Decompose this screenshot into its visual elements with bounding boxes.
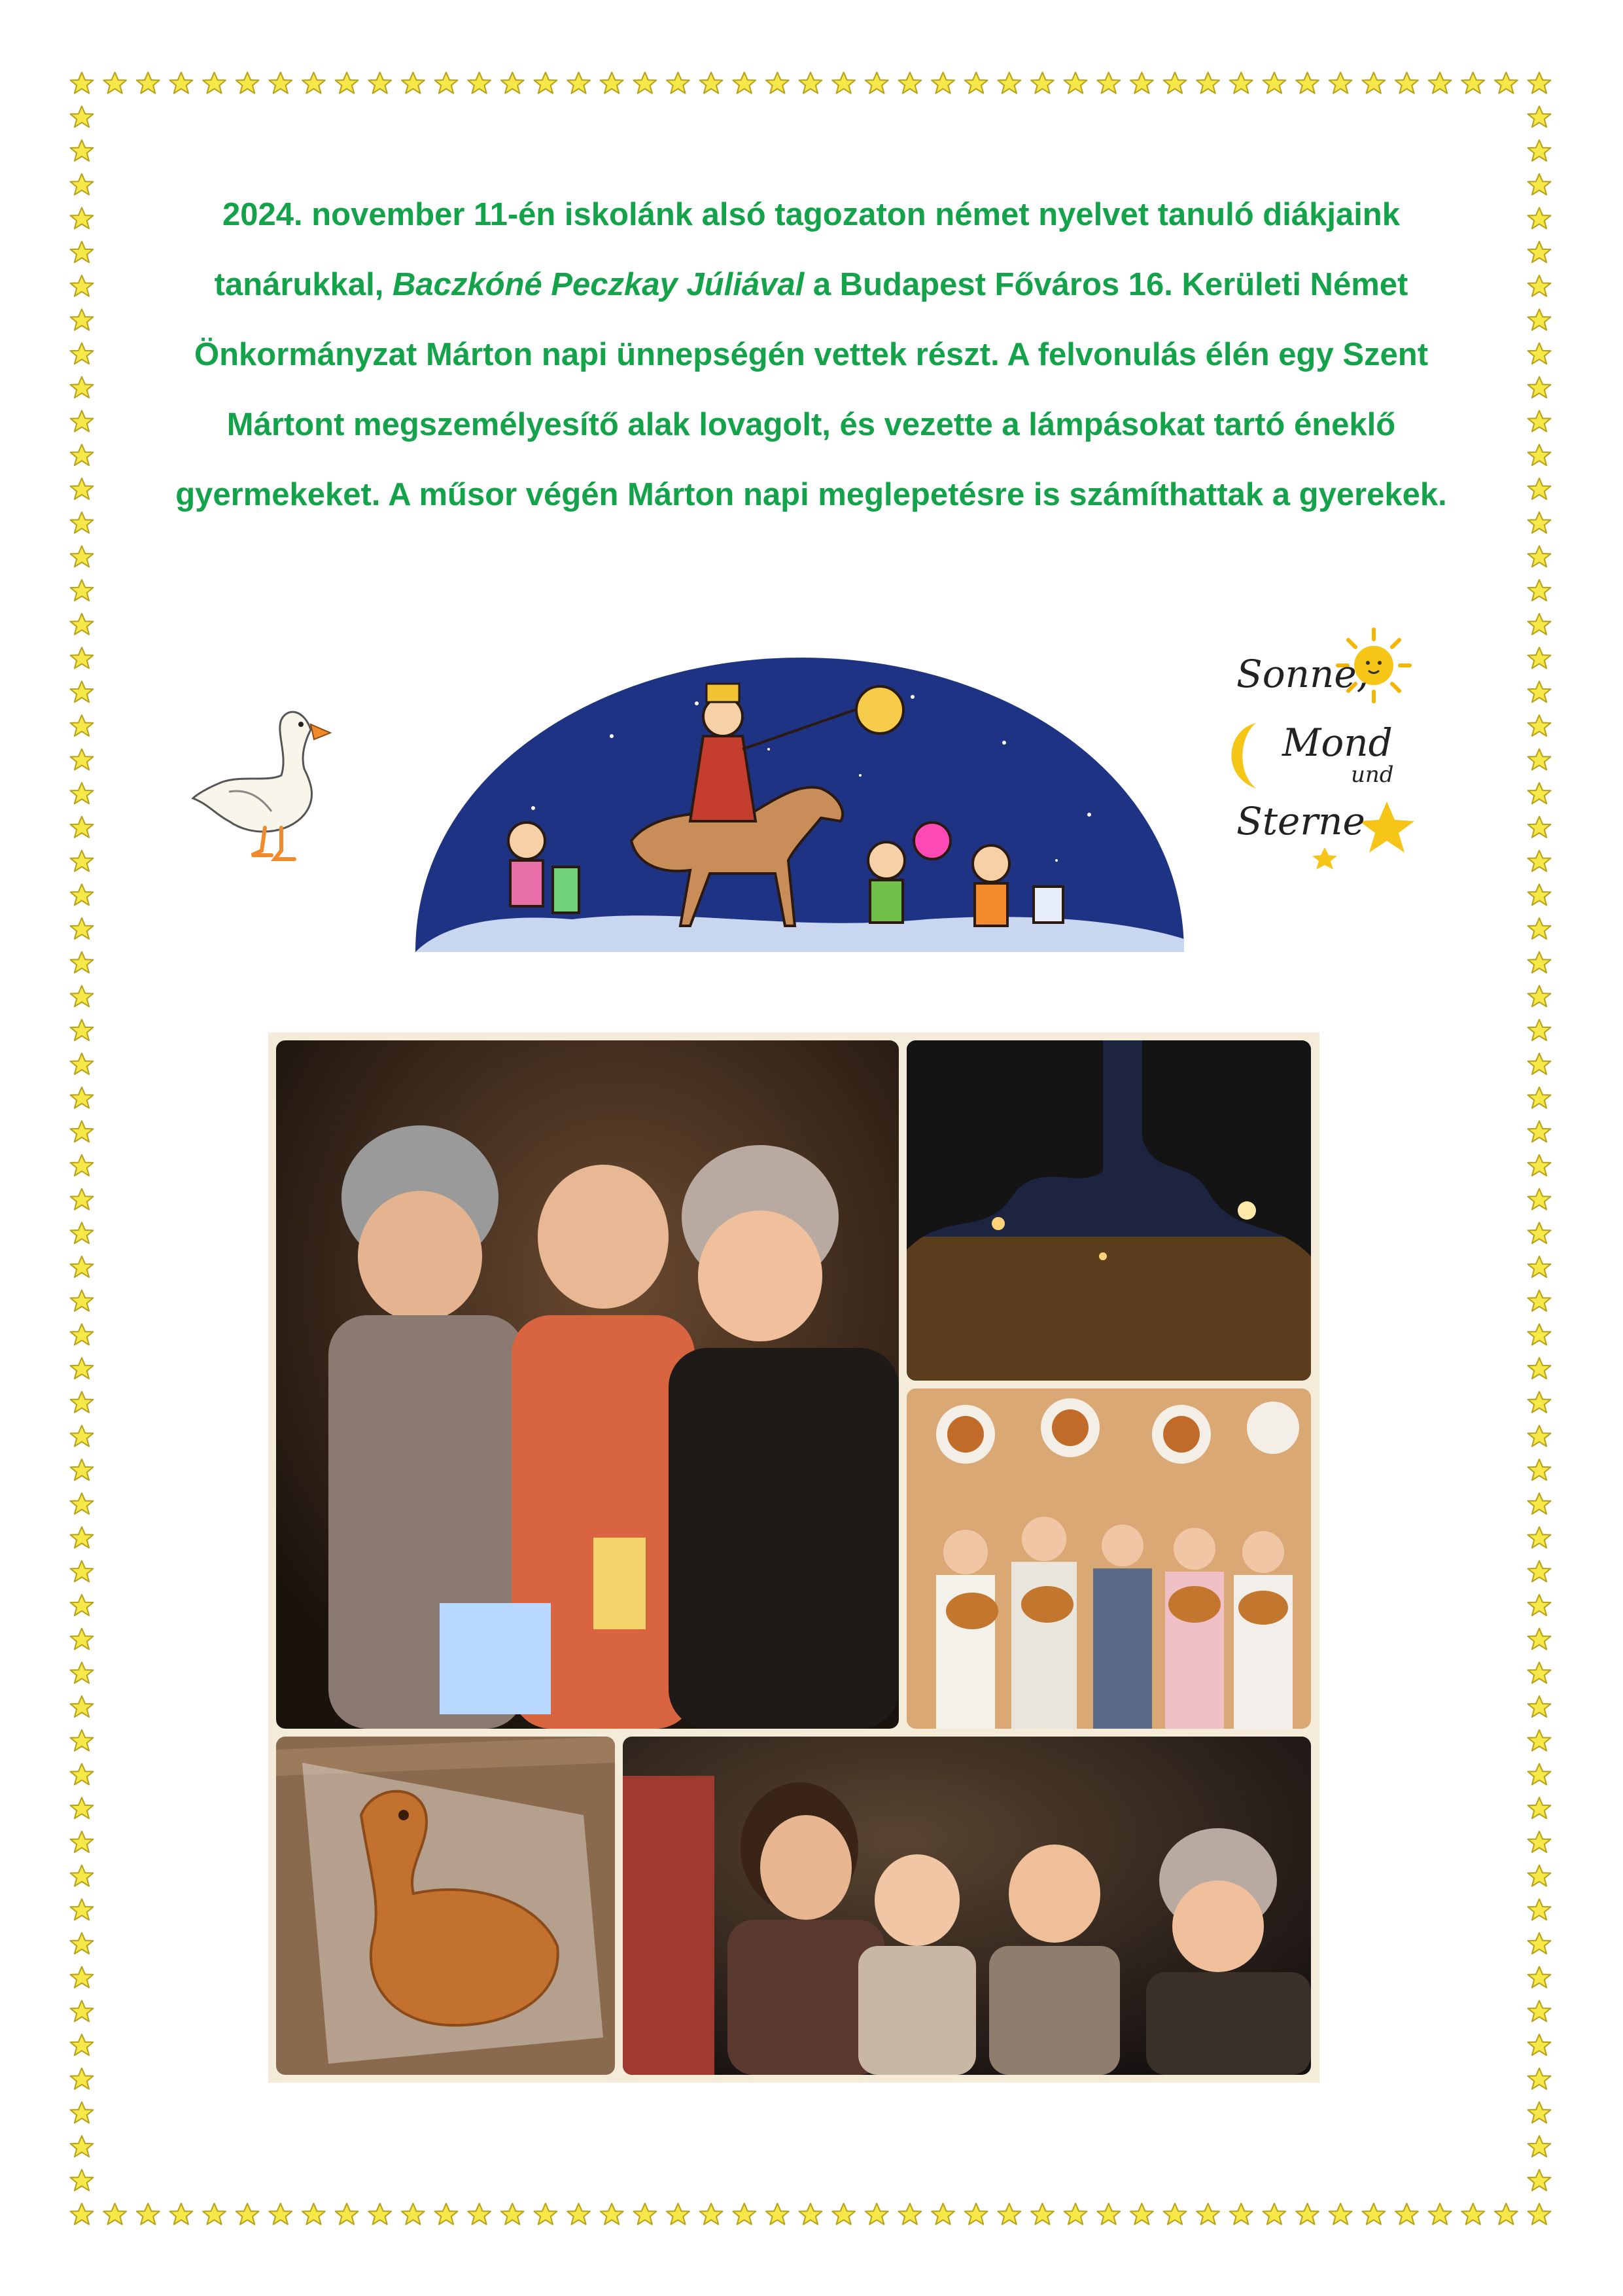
star-icon [71,1696,94,1717]
star-icon [71,106,94,127]
star-icon [71,817,94,838]
star-icon [336,73,358,94]
star-icon [1296,2204,1319,2225]
star-icon [1528,343,1551,364]
star-icon [71,275,94,296]
star-icon [1528,275,1551,296]
star-icon [71,444,94,465]
star-icon [898,2204,921,2225]
star-icon [71,2034,94,2055]
star-icon [71,377,94,398]
star-icon [1528,1189,1551,1210]
star-icon [998,73,1021,94]
star-icon [1031,2204,1054,2225]
star-icon [468,73,491,94]
star-icon [567,73,590,94]
star-icon [71,1865,94,1886]
star-icon [71,1797,94,1818]
star-icon [71,546,94,567]
logo-word-sterne: Sterne [1236,799,1365,843]
photo-collage [268,1033,1319,2083]
star-icon [269,2204,292,2225]
star-icon [71,1426,94,1447]
star-icon [435,73,458,94]
star-icon [1528,783,1551,804]
star-icon [1528,546,1551,567]
star-icon [71,2102,94,2123]
star-icon [1528,1324,1551,1345]
star-icon [534,2204,557,2225]
star-icon [965,73,988,94]
star-icon [71,174,94,195]
star-icon [1528,884,1551,905]
star-icon [1528,1764,1551,1785]
star-icon [1528,985,1551,1006]
star-icon [1528,2000,1551,2021]
star-icon [1528,478,1551,499]
paragraph-rest: a Budapest Főváros 16. Kerületi Német Önkormányzat Márton napi ünnepségén vettek részt. A felvonulás élén egy Szent Mártont megszemélyesítő alak lovagolt, és vezette a lámpásokat tartó éneklő gyermekeket. A műsor végén Márton napi meglepetésre is számíthattak a gyerekek. [175,267,1447,512]
moon-icon [1231,723,1256,788]
star-icon [302,73,325,94]
star-icon [71,140,94,161]
star-icon [1528,1629,1551,1650]
star-icon [71,1493,94,1514]
star-icon [1495,2204,1518,2225]
star-icon [1528,106,1551,127]
star-icon [700,73,723,94]
star-icon [203,73,226,94]
star-icon [1528,715,1551,736]
logo-word-mond: Mond [1282,720,1393,765]
photo-park-at-night [907,1040,1311,1381]
star-icon [71,715,94,736]
star-icon [932,2204,954,2225]
star-icon [1362,73,1385,94]
star-icon [633,73,656,94]
photo-teacher-with-children [623,1737,1311,2075]
star-icon [1528,1865,1551,1886]
photo-goose-pastry [276,1737,615,2075]
star-icon [103,73,126,94]
star-icon [733,73,756,94]
star-icon [1528,1561,1551,1581]
star-icon [1329,2204,1352,2225]
star-icon [71,2204,94,2225]
star-icon [1528,749,1551,770]
star-icon [71,918,94,939]
star-icon [1528,614,1551,635]
star-icon [1528,1426,1551,1447]
star-icon [71,1358,94,1379]
star-icon [1528,73,1551,94]
star-icon [501,73,524,94]
star-icon [1097,73,1120,94]
star-icon [1528,1696,1551,1717]
star-icon [71,1595,94,1616]
star-icon [71,1561,94,1581]
star-icon [71,2000,94,2021]
star-icon [1528,377,1551,398]
star-icon [71,1933,94,1954]
star-icon [1528,1527,1551,1548]
star-icon [1528,1595,1551,1616]
star-icon [1196,2204,1219,2225]
star-icon [1528,1087,1551,1108]
star-icon [1528,1493,1551,1514]
star-icon [766,2204,789,2225]
star-icon [932,73,954,94]
star-icon [1528,512,1551,533]
star-icon [1528,2068,1551,2089]
star-icon [1362,2204,1385,2225]
star-icon [71,2136,94,2157]
star-icon [1528,1662,1551,1683]
star-icon [998,2204,1021,2225]
star-icon [1528,309,1551,330]
star-icon [898,73,921,94]
star-icon [1528,207,1551,228]
star-icon [71,1087,94,1108]
star-icon [1528,1831,1551,1852]
star-icon [71,241,94,262]
star-icon [1528,174,1551,195]
star-icon [1196,73,1219,94]
star-icon [1528,918,1551,939]
star-icon [71,1662,94,1683]
star-icon [71,985,94,1006]
star-icon [71,884,94,905]
star-icon [236,73,259,94]
star-icon [71,1121,94,1142]
star-icon [1329,73,1352,94]
saint-martin-procession-icon [402,645,1197,975]
star-icon [468,2204,491,2225]
star-icon [1528,1155,1551,1176]
star-icon [601,2204,623,2225]
star-icon [1528,1290,1551,1311]
star-icon [733,2204,756,2225]
star-icon [402,2204,425,2225]
star-icon [1528,952,1551,973]
star-icon [1230,73,1253,94]
star-icon [137,2204,160,2225]
star-icon [302,2204,325,2225]
star-icon [71,207,94,228]
star-icon [169,2204,192,2225]
star-icon [1528,681,1551,702]
star-icon [865,2204,888,2225]
star-icon [1164,73,1187,94]
star-icon [1528,1019,1551,1040]
star-icon [71,580,94,601]
star-icon [71,1629,94,1650]
star-icon [71,1256,94,1277]
star-icon [71,309,94,330]
paragraph-lead: 2024. november 11-én iskolánk alsó tagozaton német nyelvet tanuló diákjaink tanárukkal, [214,197,1400,302]
star-icon [71,1967,94,1988]
star-icon [1528,647,1551,668]
star-icon [1528,241,1551,262]
star-icon [1528,411,1551,432]
star-icon [71,1019,94,1040]
star-icon [71,1730,94,1751]
star-icon [71,647,94,668]
star-icon [567,2204,590,2225]
star-icon [71,1527,94,1548]
star-icon [1528,1797,1551,1818]
star-icon [1461,73,1484,94]
star-icon [71,512,94,533]
star-icon [1395,2204,1418,2225]
teacher-name: Baczkóné Peczkay Júliával [393,267,805,302]
star-icon [368,73,391,94]
star-icon [71,1189,94,1210]
star-icon [71,73,94,94]
star-icon [1528,140,1551,161]
star-icon [1528,580,1551,601]
star-icon [667,2204,689,2225]
star-icon [1528,817,1551,838]
photo-children-with-pastries [907,1388,1311,1729]
star-icon [71,681,94,702]
sonne-mond-sterne-logo [1210,625,1433,887]
star-icon [368,2204,391,2225]
star-icon [1528,2102,1551,2123]
star-icon [1528,1256,1551,1277]
star-icon [1429,2204,1452,2225]
star-icon [71,1222,94,1243]
star-icon [269,73,292,94]
star-icon [71,411,94,432]
star-icon [1528,2204,1551,2225]
star-icon [71,614,94,635]
star-icon [203,2204,226,2225]
star-icon [1528,1222,1551,1243]
star-icon [71,783,94,804]
body-paragraph [150,180,1472,530]
star-icon [435,2204,458,2225]
star-icon [1528,1899,1551,1920]
star-icon [700,2204,723,2225]
star-icon [71,1155,94,1176]
star-icon [1097,2204,1120,2225]
star-icon [1528,444,1551,465]
star-icon [1429,73,1452,94]
star-icon [1528,1459,1551,1480]
star-icon [799,73,822,94]
star-icon [137,73,160,94]
star-icon [103,2204,126,2225]
star-icon [1528,2034,1551,2055]
star-icon [402,73,425,94]
star-icon [71,1392,94,1413]
star-icon [1263,2204,1285,2225]
star-icon [601,73,623,94]
star-icon [236,2204,259,2225]
star-icon [1230,2204,1253,2225]
star-icon [71,2068,94,2089]
star-icon [1064,2204,1087,2225]
star-icon [1395,73,1418,94]
star-icon [1164,2204,1187,2225]
star-icon [71,478,94,499]
star-icon [71,1764,94,1785]
star-icon [799,2204,822,2225]
star-icon [1263,73,1285,94]
star-icon [71,952,94,973]
star-icon [1296,73,1319,94]
star-icon [633,2204,656,2225]
star-icon [501,2204,524,2225]
star-icon [71,1899,94,1920]
star-icon [667,73,689,94]
photo-children-with-lanterns [276,1040,899,1729]
star-icon [71,851,94,872]
star-icon [1130,73,1153,94]
star-icon [1031,73,1054,94]
star-icon [71,1831,94,1852]
star-icon [71,1324,94,1345]
star-icon [1130,2204,1153,2225]
star-icon [1528,1730,1551,1751]
star-icon [1528,851,1551,872]
star-icon [1528,1392,1551,1413]
star-icon [1528,1967,1551,1988]
star-icon [1461,2204,1484,2225]
star-icon [1528,1358,1551,1379]
star-icon [965,2204,988,2225]
star-icon [1528,1121,1551,1142]
star-icon [1528,1053,1551,1074]
star-icon [1064,73,1087,94]
logo-word-sonne: Sonne, [1236,652,1369,696]
goose-icon [190,684,340,864]
star-icon [865,73,888,94]
star-icon [71,1459,94,1480]
star-icon [766,73,789,94]
star-icon [71,2170,94,2191]
star-icon [1528,2136,1551,2157]
logo-word-und: und [1351,762,1394,788]
star-icon [1528,2170,1551,2191]
star-icon [832,2204,855,2225]
star-icon [71,343,94,364]
star-icon [534,73,557,94]
star-icon [169,73,192,94]
star-icon [832,73,855,94]
star-icon [336,2204,358,2225]
star-icon [1495,73,1518,94]
star-icon [71,749,94,770]
star-icon [71,1290,94,1311]
star-icon [71,1053,94,1074]
star-icon [1528,1933,1551,1954]
